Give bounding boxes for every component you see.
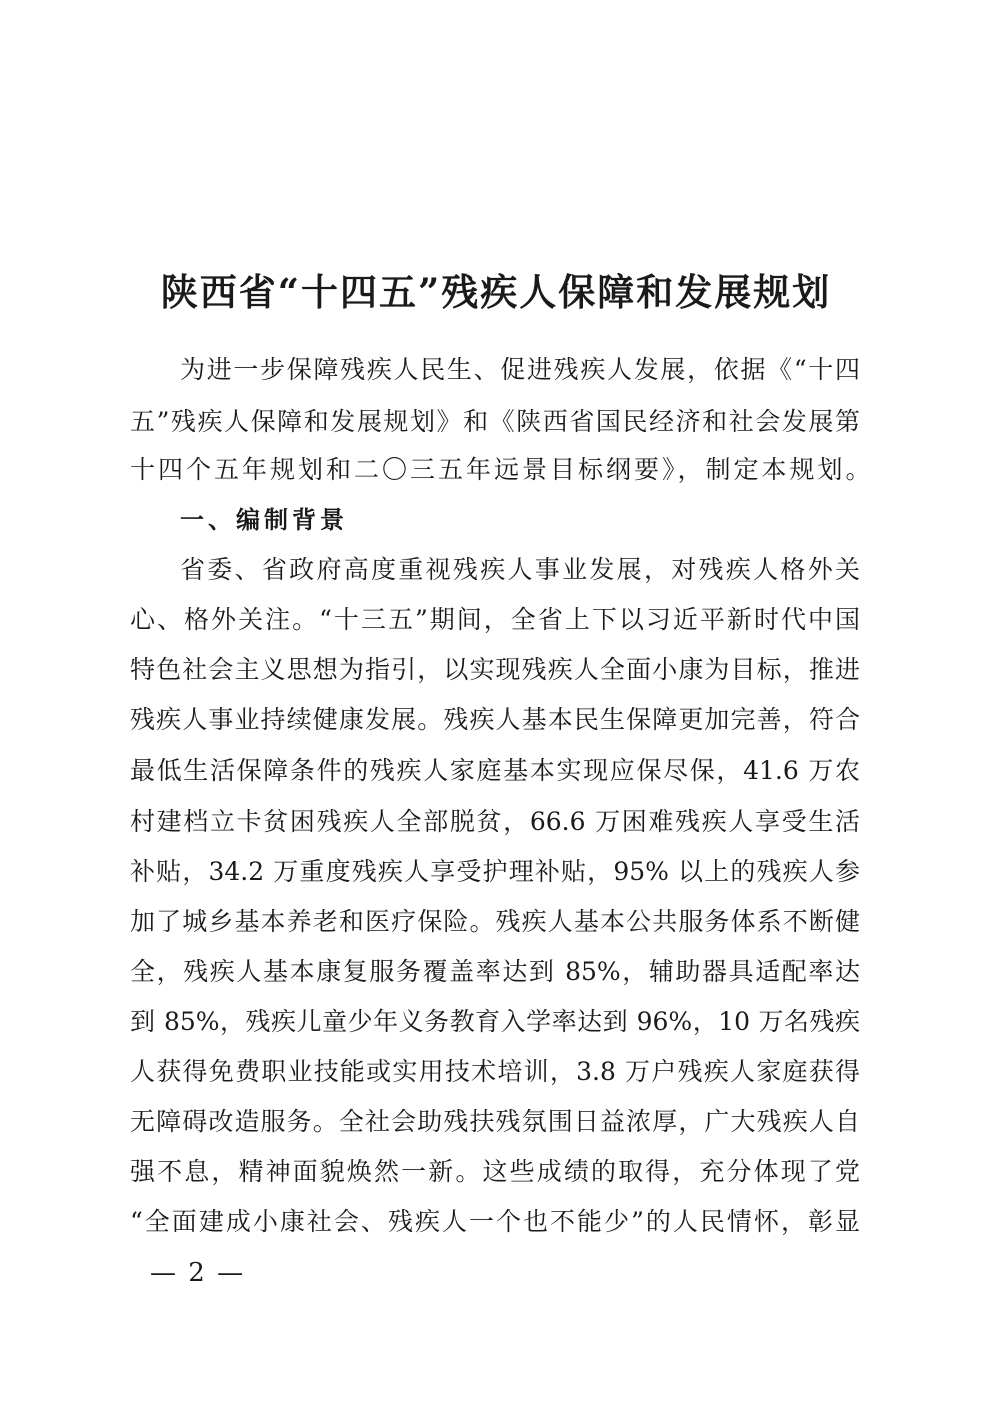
body-line-6: 村建档立卡贫困残疾人全部脱贫，66.6 万困难残疾人享受生活 [130, 807, 860, 836]
section-heading: 一、编制背景 [180, 506, 348, 534]
intro-line-3: 十四个五年规划和二〇三五年远景目标纲要》，制定本规划。 [130, 455, 874, 484]
body-line-9: 全，残疾人基本康复服务覆盖率达到 85%，辅助器具适配率达 [130, 957, 860, 986]
intro-line-1: 为进一步保障残疾人民生、促进残疾人发展，依据《“十四 [180, 355, 860, 384]
body-line-4: 残疾人事业持续健康发展。残疾人基本民生保障更加完善，符合 [130, 705, 860, 734]
body-line-13: 强不息，精神面貌焕然一新。这些成绩的取得，充分体现了党 [130, 1157, 860, 1186]
body-line-1: 省委、省政府高度重视残疾人事业发展，对残疾人格外关 [180, 555, 860, 584]
intro-line-2: 五”残疾人保障和发展规划》和《陕西省国民经济和社会发展第 [130, 407, 860, 436]
body-line-14: “全面建成小康社会、残疾人一个也不能少”的人民情怀，彰显 [130, 1207, 860, 1236]
body-line-12: 无障碍改造服务。全社会助残扶残氛围日益浓厚，广大残疾人自 [130, 1107, 860, 1136]
document-title: 陕西省“十四五”残疾人保障和发展规划 [160, 270, 832, 314]
body-line-7: 补贴，34.2 万重度残疾人享受护理补贴，95% 以上的残疾人参 [130, 857, 860, 886]
body-line-8: 加了城乡基本养老和医疗保险。残疾人基本公共服务体系不断健 [130, 907, 860, 936]
body-line-2: 心、格外关注。“十三五”期间，全省上下以习近平新时代中国 [130, 605, 860, 634]
body-line-10: 到 85%，残疾儿童少年义务教育入学率达到 96%，10 万名残疾 [130, 1007, 860, 1036]
body-line-3: 特色社会主义思想为指引，以实现残疾人全面小康为目标，推进 [130, 655, 860, 684]
page-number: — 2 — [150, 1258, 246, 1288]
body-line-5: 最低生活保障条件的残疾人家庭基本实现应保尽保，41.6 万农 [130, 756, 860, 785]
body-line-11: 人获得免费职业技能或实用技术培训，3.8 万户残疾人家庭获得 [130, 1057, 860, 1086]
